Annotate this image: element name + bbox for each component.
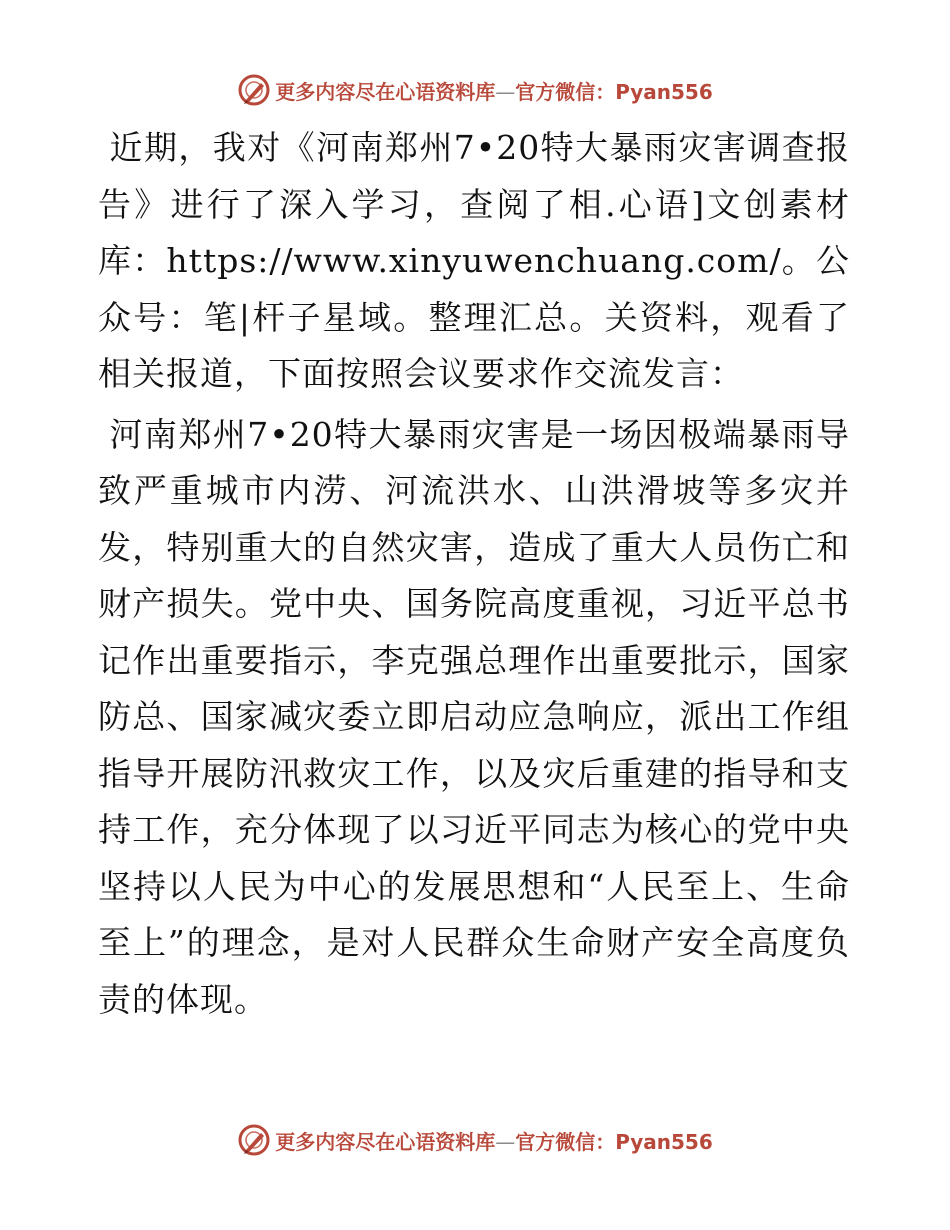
header-banner [0,70,950,110]
footer-site-text: 更多内容尽在心语资料库 [275,1129,496,1154]
pen-circle-logo-icon [237,73,271,107]
document-body [98,120,850,1028]
header-dash: — [495,79,516,104]
header-wechat-text: 官方微信：Pyan556 [515,79,713,104]
footer-dash: — [495,1129,516,1154]
paragraph-disaster: 河南郑州7•20特大暴雨灾害是一场因极端暴雨导致严重城市内涝、河流洪水、山洪滑坡等多灾并发，特别重大的自然灾害，造成了重大人员伤亡和财产损失。党中央、国务院高度重视，习近平总书记作出重要指示，李克强总理作出重要批示，国家防总、国家减灾委立即启动应急响应，派出工作组指导开展防汛救灾工作，以及灾后重建的指导和支持工作，充分体现了以习近平同志为核心的党中央坚持以人民为中心的发展思想和“人民至上、生命至上”的理念，是对人民群众生命财产安全高度负责的体现。 [98,414,850,1019]
footer-banner-text [275,1126,713,1155]
paragraph-intro: 近期，我对《河南郑州7•20特大暴雨灾害调查报告》进行了深入学习，查阅了相.心语]文创素材库：https://www.xinyuwenchuang.com/。公众号：笔|杆子星域。整理汇总。关资料，观看了相关报道，下面按照会议要求作交流发言： [98,128,850,393]
header-site-text: 更多内容尽在心语资料库 [275,79,496,104]
pen-circle-logo-icon [237,1123,271,1157]
footer-banner [0,1120,950,1160]
header-banner-text [275,76,713,105]
footer-wechat-text: 官方微信：Pyan556 [515,1129,713,1154]
